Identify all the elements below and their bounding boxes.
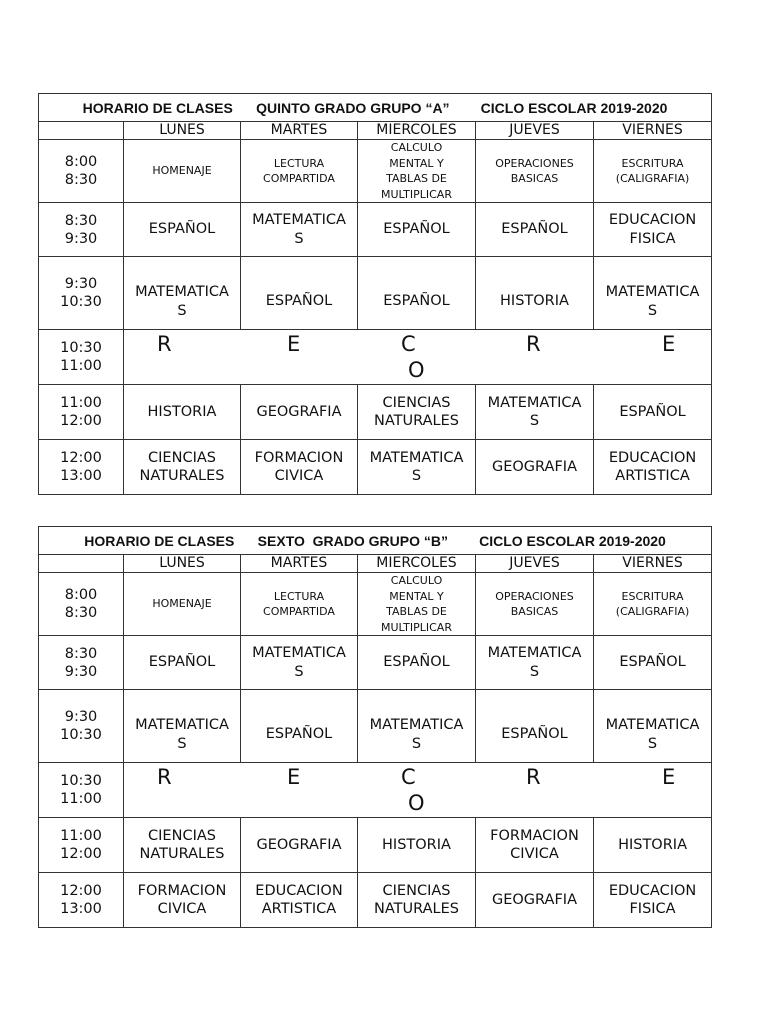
day-header: MIERCOLES	[358, 555, 476, 573]
class-cell: ESPAÑOL	[358, 203, 476, 257]
class-cell: MATEMATICA S	[124, 690, 241, 763]
class-cell: FORMACION CIVICA	[476, 818, 594, 873]
time-cell: 8:30 9:30	[39, 203, 124, 257]
class-cell: MATEMATICA S	[476, 385, 594, 440]
class-cell: ESCRITURA (CALIGRAFIA)	[594, 140, 712, 203]
recess-letter: E	[662, 332, 676, 356]
time-cell: 9:30 10:30	[39, 690, 124, 763]
recess-letter: R	[157, 765, 172, 789]
schedule-table-sexto	[38, 526, 712, 928]
class-cell: EDUCACION FISICA	[594, 873, 712, 928]
day-header: MARTES	[241, 122, 358, 140]
recess-letter: R	[526, 765, 541, 789]
class-cell: GEOGRAFIA	[476, 873, 594, 928]
class-cell: ESPAÑOL	[594, 636, 712, 690]
time-cell: 10:30 11:00	[39, 763, 124, 818]
recess-letter: O	[408, 358, 425, 382]
time-cell: 9:30 10:30	[39, 257, 124, 330]
day-header: VIERNES	[594, 555, 712, 573]
time-cell: 8:00 8:30	[39, 140, 124, 203]
recess-letter: E	[287, 332, 301, 356]
class-cell: MATEMATICA S	[358, 690, 476, 763]
time-cell: 11:00 12:00	[39, 385, 124, 440]
class-cell: CIENCIAS NATURALES	[124, 440, 241, 495]
class-cell: CIENCIAS NATURALES	[358, 385, 476, 440]
class-cell: ESPAÑOL	[476, 690, 594, 763]
recess-cell	[124, 763, 712, 818]
corner-cell	[39, 555, 124, 573]
class-cell: LECTURA COMPARTIDA	[241, 140, 358, 203]
schedule-table-quinto	[38, 93, 712, 495]
class-cell: ESPAÑOL	[476, 203, 594, 257]
class-cell: MATEMATICA S	[241, 203, 358, 257]
day-header: VIERNES	[594, 122, 712, 140]
class-cell: ESPAÑOL	[124, 636, 241, 690]
class-cell: GEOGRAFIA	[476, 440, 594, 495]
class-cell: FORMACION CIVICA	[241, 440, 358, 495]
recess-letter: C	[401, 332, 416, 356]
class-cell: MATEMATICA S	[124, 257, 241, 330]
class-cell: ESPAÑOL	[124, 203, 241, 257]
recess-letter: E	[287, 765, 301, 789]
class-cell: HISTORIA	[124, 385, 241, 440]
class-cell: GEOGRAFIA	[241, 818, 358, 873]
class-cell: MATEMATICA S	[241, 636, 358, 690]
recess-letter: C	[401, 765, 416, 789]
class-cell: ESPAÑOL	[241, 690, 358, 763]
corner-cell	[39, 122, 124, 140]
class-cell: CALCULO MENTAL Y TABLAS DE MULTIPLICAR	[358, 140, 476, 203]
time-cell: 12:00 13:00	[39, 873, 124, 928]
class-cell: CALCULO MENTAL Y TABLAS DE MULTIPLICAR	[358, 573, 476, 636]
time-cell: 8:30 9:30	[39, 636, 124, 690]
schedule-title: HORARIO DE CLASES SEXTO GRADO GRUPO “B” CICLO ESCOLAR 2019-2020	[39, 527, 712, 555]
recess-letter: O	[408, 791, 425, 815]
class-cell: FORMACION CIVICA	[124, 873, 241, 928]
day-header: MARTES	[241, 555, 358, 573]
class-cell: HISTORIA	[358, 818, 476, 873]
class-cell: OPERACIONES BASICAS	[476, 140, 594, 203]
class-cell: MATEMATICA S	[594, 690, 712, 763]
recess-letter: E	[662, 765, 676, 789]
day-header: JUEVES	[476, 122, 594, 140]
class-cell: EDUCACION FISICA	[594, 203, 712, 257]
class-cell: ESCRITURA (CALIGRAFIA)	[594, 573, 712, 636]
time-cell: 12:00 13:00	[39, 440, 124, 495]
time-cell: 8:00 8:30	[39, 573, 124, 636]
class-cell: LECTURA COMPARTIDA	[241, 573, 358, 636]
class-cell: EDUCACION ARTISTICA	[241, 873, 358, 928]
class-cell: EDUCACION ARTISTICA	[594, 440, 712, 495]
class-cell: ESPAÑOL	[241, 257, 358, 330]
class-cell: HISTORIA	[476, 257, 594, 330]
class-cell: HISTORIA	[594, 818, 712, 873]
time-cell: 10:30 11:00	[39, 330, 124, 385]
recess-letter: R	[157, 332, 172, 356]
class-cell: MATEMATICA S	[594, 257, 712, 330]
class-cell: MATEMATICA S	[476, 636, 594, 690]
day-header: MIERCOLES	[358, 122, 476, 140]
class-cell: HOMENAJE	[124, 140, 241, 203]
day-header: JUEVES	[476, 555, 594, 573]
class-cell: GEOGRAFIA	[241, 385, 358, 440]
recess-cell	[124, 330, 712, 385]
day-header: LUNES	[124, 122, 241, 140]
class-cell: ESPAÑOL	[594, 385, 712, 440]
day-header: LUNES	[124, 555, 241, 573]
recess-letter: R	[526, 332, 541, 356]
class-cell: HOMENAJE	[124, 573, 241, 636]
schedule-title: HORARIO DE CLASES QUINTO GRADO GRUPO “A” CICLO ESCOLAR 2019-2020	[39, 94, 712, 122]
class-cell: CIENCIAS NATURALES	[124, 818, 241, 873]
class-cell: ESPAÑOL	[358, 636, 476, 690]
class-cell: CIENCIAS NATURALES	[358, 873, 476, 928]
time-cell: 11:00 12:00	[39, 818, 124, 873]
class-cell: ESPAÑOL	[358, 257, 476, 330]
class-cell: MATEMATICA S	[358, 440, 476, 495]
class-cell: OPERACIONES BASICAS	[476, 573, 594, 636]
